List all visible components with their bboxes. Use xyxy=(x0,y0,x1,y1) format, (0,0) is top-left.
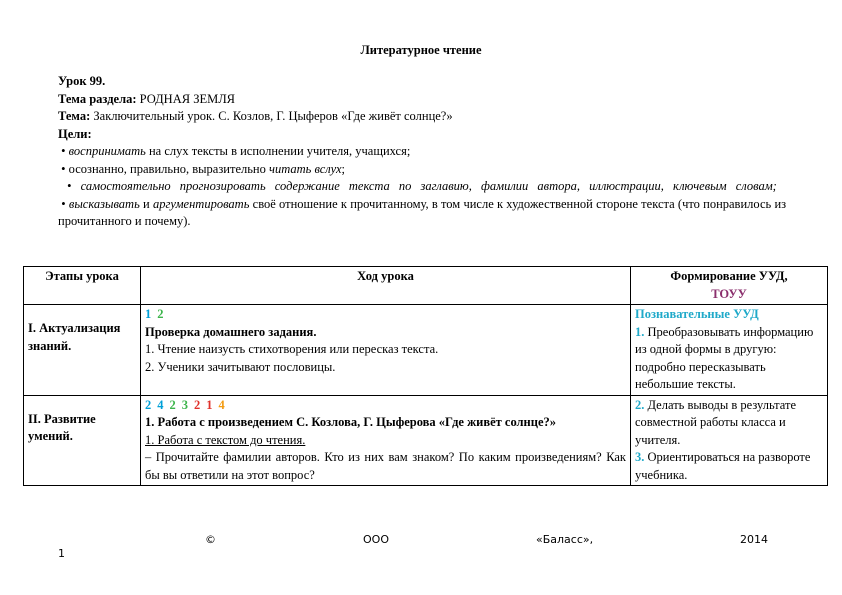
table-row xyxy=(24,395,828,486)
lesson-table xyxy=(23,266,828,486)
header-udd: Формирование УУД, ТОУУ xyxy=(631,267,828,305)
row-line: 2. Ученики зачитывают пословицы. xyxy=(145,359,336,374)
udd-item: 1. Преобразовывать информацию из одной формы в другую: подробно пересказывать небольшие тексты. xyxy=(635,324,814,391)
section-label: Тема раздела: xyxy=(58,91,137,106)
topic-line xyxy=(58,108,786,126)
section-line xyxy=(58,91,786,109)
row-heading: Проверка домашнего задания. xyxy=(145,324,317,339)
topic-label: Тема: xyxy=(58,109,91,123)
udd-title: Познавательные УУД xyxy=(635,307,759,321)
row-question: – Прочитайте фамилии авторов. Кто из них вам знаком? По каким произведениям? Как бы вы ответили на этот вопрос? xyxy=(145,450,626,482)
footer-year: 2014 xyxy=(740,533,768,546)
udd-item: 3. Ориентироваться на развороте учебника. xyxy=(635,450,811,482)
table-row xyxy=(24,305,828,396)
goal-item: • воспринимать на слух тексты в исполнении учителя, учащихся; xyxy=(61,144,411,158)
header-toyy: ТОУУ xyxy=(711,286,747,301)
process-cell xyxy=(141,305,631,396)
udd-cell xyxy=(631,305,828,396)
row-line: 1. Чтение наизусть стихотворения или пересказ текста. xyxy=(145,342,439,356)
udd-cell xyxy=(631,395,828,486)
goal-item: • самостоятельно прогнозировать содержание текста по заглавию, фамилии автора, иллюстрации, ключевым словам; xyxy=(67,179,777,193)
goal-item: • осознанно, правильно, выразительно читать вслух; xyxy=(61,161,346,176)
footer-name: «Баласс», xyxy=(536,533,594,546)
udd-item: 2. Делать выводы в результате совместной работы класса и учителя. xyxy=(635,397,797,447)
page-number: 1 xyxy=(58,547,65,560)
topic-value: Заключительный урок. С. Козлов, Г. Цыферов «Где живёт солнце?» xyxy=(93,109,453,123)
header-process: Ход урока xyxy=(141,267,631,305)
stage-cell: I. Актуализация знаний. xyxy=(24,305,141,396)
row-subheading: 1. Работа с текстом до чтения. xyxy=(145,432,306,447)
goal-item: • высказывать и аргументировать своё отношение к прочитанному, в том числе к художественной стороне текста (что понравилось из прочитанного и почему). xyxy=(58,196,787,228)
stage-cell: II. Развитие умений. xyxy=(24,395,141,486)
page-title: Литературное чтение xyxy=(360,43,482,57)
goals-label: Цели: xyxy=(58,126,92,141)
lesson-intro xyxy=(58,73,786,231)
row-heading: 1. Работа с произведением С. Козлова, Г. Цыферова «Где живёт солнце?» xyxy=(145,415,556,429)
footer-company: ООО xyxy=(363,533,389,546)
table-header-row xyxy=(24,267,828,305)
lesson-number: Урок 99. xyxy=(58,74,106,88)
section-value: РОДНАЯ ЗЕМЛЯ xyxy=(139,91,236,106)
header-stages: Этапы урока xyxy=(24,267,141,305)
slide-numbers: 1 2 xyxy=(145,307,164,321)
footer-copyright: © xyxy=(205,533,216,546)
process-cell xyxy=(141,395,631,486)
slide-numbers: 2 4 2 3 2 1 4 xyxy=(145,397,225,412)
